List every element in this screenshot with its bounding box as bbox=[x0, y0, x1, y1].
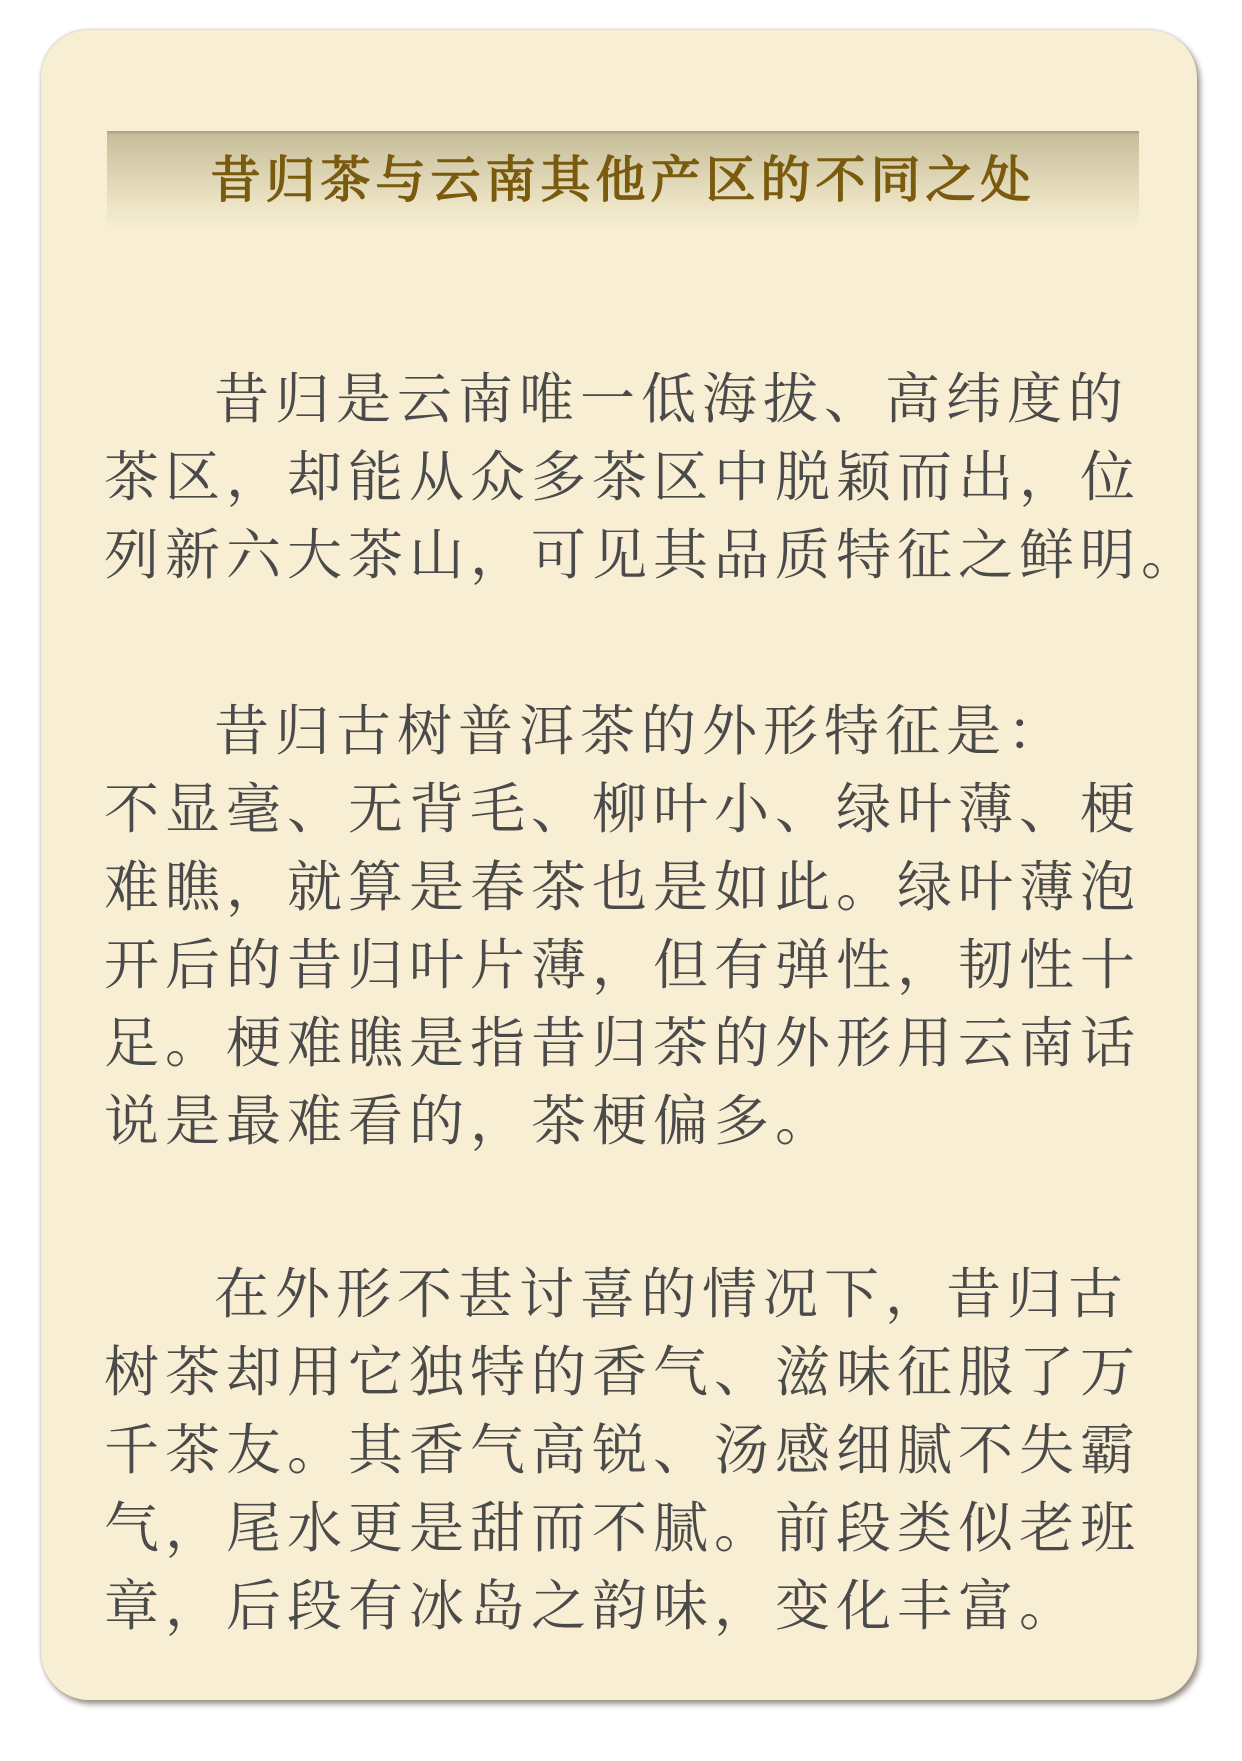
paragraph-line: 在外形不甚讨喜的情况下，昔归古 bbox=[214, 1262, 1130, 1326]
paragraph-line: 难瞧，就算是春茶也是如此。绿叶薄泡 bbox=[104, 855, 1142, 919]
paragraph-line: 不显毫、无背毛、柳叶小、绿叶薄、梗 bbox=[104, 777, 1142, 841]
content-card bbox=[41, 30, 1203, 1700]
title-banner bbox=[107, 131, 1139, 229]
paragraph-line: 茶区，却能从众多茶区中脱颖而出，位 bbox=[104, 445, 1142, 509]
paragraph-line: 足。梗难瞧是指昔归茶的外形用云南话 bbox=[104, 1011, 1142, 1075]
paragraph-line: 昔归古树普洱茶的外形特征是： bbox=[214, 699, 1069, 763]
paragraph-line: 列新六大茶山，可见其品质特征之鲜明。 bbox=[104, 523, 1203, 587]
paragraph-1 bbox=[104, 360, 1203, 594]
paragraph-line: 说是最难看的，茶梗偏多。 bbox=[104, 1089, 837, 1153]
paragraph-3 bbox=[104, 1255, 1174, 1645]
paragraph-line: 千茶友。其香气高锐、汤感细腻不失霸 bbox=[104, 1418, 1142, 1482]
paragraph-line: 昔归是云南唯一低海拔、高纬度的 bbox=[214, 367, 1130, 431]
paragraph-line: 树茶却用它独特的香气、滋味征服了万 bbox=[104, 1340, 1142, 1404]
paragraph-line: 开后的昔归叶片薄，但有弹性，韧性十 bbox=[104, 933, 1142, 997]
paragraph-2 bbox=[104, 692, 1174, 1160]
paragraph-line: 章，后段有冰岛之韵味，变化丰富。 bbox=[104, 1574, 1081, 1638]
page-title: 昔归茶与云南其他产区的不同之处 bbox=[210, 150, 1036, 209]
paragraph-line: 气，尾水更是甜而不腻。前段类似老班 bbox=[104, 1496, 1142, 1560]
